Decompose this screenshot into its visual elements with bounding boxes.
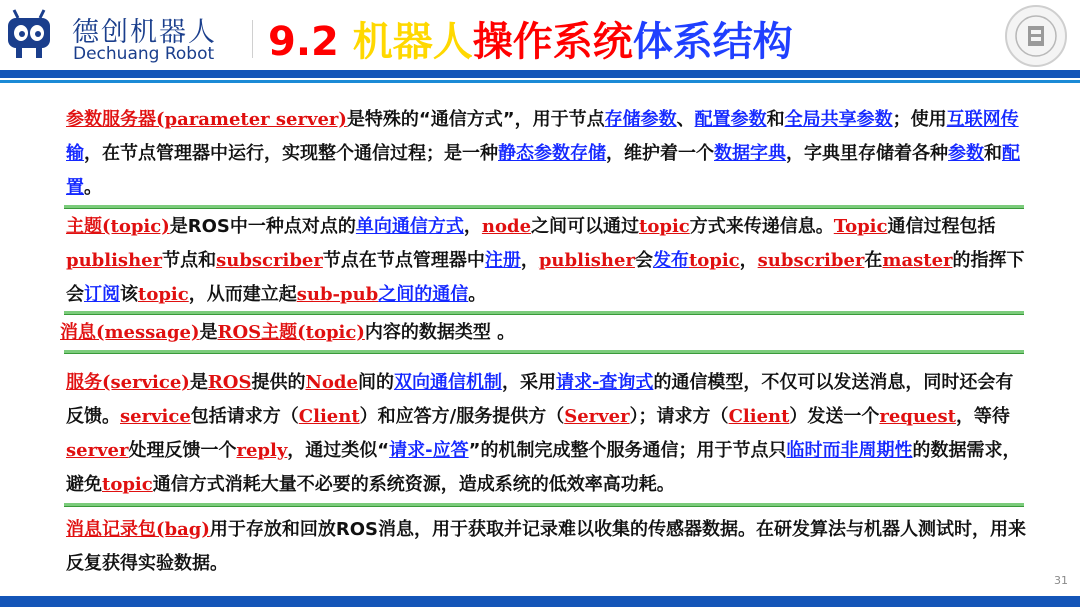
header-rule-thick [0, 70, 1080, 78]
term-subscriber: subscriber [216, 250, 323, 271]
text: ， [739, 250, 758, 271]
text: ”的机制完成整个服务通信；用于节点只 [468, 440, 787, 461]
term-one-way-comm: 单向通信方式 [355, 216, 464, 237]
term-node: node [481, 216, 532, 237]
paragraph-parameter-server [66, 103, 1026, 205]
term-publisher: publisher [66, 250, 163, 271]
term-config: 配置 [66, 143, 1020, 198]
university-emblem-icon [1004, 4, 1068, 68]
text: 该 [120, 284, 138, 305]
slide-header [0, 0, 1080, 78]
term-node: Node [305, 372, 358, 393]
text: ，字典里存储着各种 [786, 143, 948, 164]
text: ）；请求方（ [629, 406, 729, 427]
text: 在 [864, 250, 883, 271]
text: 用于存放和回放ROS消息，用于获取并记录难以收集的传感器数据。在研发算法与机器人测试时，用来反复获得实验数据。 [66, 519, 1026, 574]
text: ，通过类似“ [287, 440, 390, 461]
brand-divider [252, 20, 253, 58]
term-params: 参数 [948, 143, 984, 164]
text: 包括请求方（ [190, 406, 299, 427]
text: 内容的数据类型 。 [364, 322, 516, 343]
term-global-shared-params: 全局共享参数 [784, 109, 893, 130]
text: 节点在节点管理器中 [322, 250, 485, 271]
term-request: request [879, 406, 956, 427]
term-topic: topic [138, 284, 189, 305]
text: 的数据需求，避免 [66, 440, 1021, 495]
text: ）发送一个 [789, 406, 880, 427]
text: ， [463, 216, 482, 237]
text: 方式来传递信息。 [689, 216, 834, 237]
term-ros-topic: ROS主题(topic) [217, 322, 365, 343]
brand-name-cn: 德创机器人 [72, 17, 217, 48]
term-ros: ROS [207, 372, 252, 393]
text: 节点和 [162, 250, 217, 271]
text: 是 [189, 372, 208, 393]
term-config-params: 配置参数 [694, 109, 767, 130]
section-divider [64, 205, 1024, 209]
paragraph-bag [66, 513, 1026, 581]
text: 处理反馈一个 [128, 440, 237, 461]
term-client: Client [728, 406, 790, 427]
term-service-lc: service [120, 406, 191, 427]
text: 、 [676, 109, 695, 130]
term-data-dictionary: 数据字典 [714, 143, 786, 164]
text: 是特殊的“通信方式”，用于节点 [346, 109, 605, 130]
text: 和 [766, 109, 785, 130]
term-request-query: 请求-查询式 [555, 372, 654, 393]
term-two-way-comm: 双向通信机制 [393, 372, 502, 393]
paragraph-service [66, 366, 1026, 502]
term-sub-pub: sub-pub [296, 284, 379, 305]
term-topic: 主题(topic) [66, 216, 170, 237]
section-divider [64, 503, 1024, 507]
text: 间的 [357, 372, 394, 393]
title-part-robot: 机器人 [352, 19, 473, 65]
robot-logo-icon [6, 8, 52, 60]
term-service: 服务(service) [66, 372, 190, 393]
term-static-param-storage: 静态参数存储 [498, 143, 606, 164]
text: 是 [199, 322, 218, 343]
term-client: Client [298, 406, 360, 427]
brand-name-en: Dechuang Robot [73, 44, 215, 64]
section-divider [64, 350, 1024, 354]
text: ，等待 [955, 406, 1010, 427]
term-server: Server [564, 406, 630, 427]
paragraph-message [60, 316, 1020, 350]
term-temporary-non-periodic: 临时而非周期性 [786, 440, 913, 461]
text: 和 [984, 143, 1002, 164]
term-server-lc: server [66, 440, 129, 461]
text: ，从而建立起 [188, 284, 297, 305]
term-publisher: publisher [538, 250, 635, 271]
text: ，采用 [501, 372, 556, 393]
title-part-os: 操作系统 [472, 19, 633, 65]
term-subscribe: 订阅 [84, 284, 120, 305]
text: 的通信模型，不仅可以发送消息，同时还会有反馈。 [66, 372, 1014, 427]
header-rule-thin [0, 80, 1080, 83]
text: 提供的 [251, 372, 306, 393]
term-topic: topic [639, 216, 690, 237]
section-divider [64, 311, 1024, 315]
text: 。 [468, 284, 487, 305]
term-register: 注册 [484, 250, 521, 271]
term-message: 消息(message) [60, 322, 200, 343]
term-parameter-server: 参数服务器(parameter server) [66, 109, 347, 130]
term-master: master [882, 250, 953, 271]
term-communication: 之间的通信 [378, 284, 469, 305]
text: 通信方式消耗大量不必要的系统资源，造成系统的低效率高功耗。 [152, 474, 675, 495]
text: 的指挥下会 [66, 250, 1025, 305]
page-title [268, 10, 793, 67]
term-topic: topic [102, 474, 153, 495]
text: 会 [634, 250, 653, 271]
term-bag: 消息记录包(bag) [66, 519, 210, 540]
title-part-architecture: 体系结构 [632, 19, 793, 65]
text: 是ROS中一种点对点的 [169, 216, 356, 237]
term-subscriber: subscriber [757, 250, 865, 271]
text: ，维护着一个 [606, 143, 714, 164]
footer-bar [0, 596, 1080, 607]
term-internet-transport: 互联网传输 [66, 109, 1019, 164]
term-topic: topic [688, 250, 740, 271]
text: ，在节点管理器中运行，实现整个通信过程；是一种 [84, 143, 498, 164]
page-number: 31 [1054, 574, 1068, 587]
title-section: 9.2 [268, 19, 353, 65]
term-store-params: 存储参数 [604, 109, 677, 130]
term-publish: 发布 [652, 250, 689, 271]
text: ；使用 [892, 109, 947, 130]
term-topic-cap: Topic [833, 216, 888, 237]
text: 。 [84, 177, 102, 198]
text: 之间可以通过 [531, 216, 640, 237]
term-reply: reply [236, 440, 288, 461]
term-request-response: 请求-应答 [389, 440, 469, 461]
paragraph-topic [66, 210, 1026, 312]
text: 通信过程包括 [887, 216, 996, 237]
text: ， [520, 250, 539, 271]
text: ）和应答方/服务提供方（ [359, 406, 565, 427]
